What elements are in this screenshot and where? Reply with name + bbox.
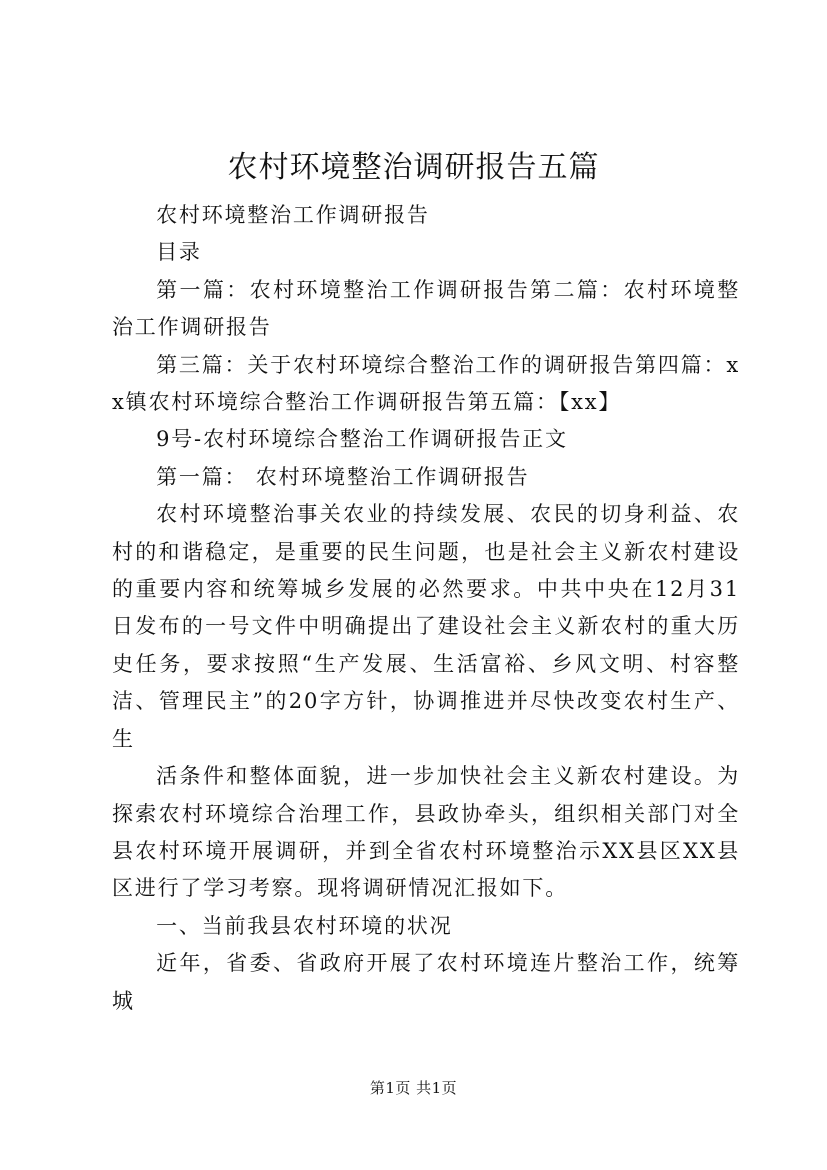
paragraph-body-2: 活条件和整体面貌，进一步加快社会主义新农村建设。为探索农村环境综合治理工作，县政协牵头，组织相关部门对全县农村环境开展调研，并到全省农村环境整治示XX县区XX县区进行了学习考察。现将调研情况汇报如下。	[112, 764, 740, 901]
paragraph-toc-heading: 目录	[156, 240, 202, 265]
paragraph-section-heading: 第一篇： 农村环境整治工作调研报告	[156, 464, 530, 489]
paragraph-subtitle: 农村环境整治工作调研报告	[156, 203, 430, 227]
paragraph-subheading: 一、当前我县农村环境的状况	[156, 913, 453, 938]
paragraph-body-1: 农村环境整治事关农业的持续发展、农民的切身利益、农村的和谐稳定，是重要的民生问题，也是社会主义新农村建设的重要内容和统筹城乡发展的必然要求。中共中央在12月31日发布的一号文件中明确提出了建设社会主义新农村的重大历史任务，要求按照“生产发展、生活富裕、乡风文明、村容整洁、管理民主”的20字方针，协调推进并尽快改变农村生产、生	[112, 502, 740, 751]
paragraph-toc-2: 第三篇：关于农村环境综合整治工作的调研报告第四篇：xx镇农村环境综合整治工作调研报告第五篇：【xx】	[112, 352, 740, 415]
paragraph-body-3: 近年，省委、省政府开展了农村环境连片整治工作，统筹城	[112, 951, 740, 1013]
paragraph-toc-1: 第一篇：农村环境整治工作调研报告第二篇：农村环境整治工作调研报告	[112, 277, 740, 340]
paragraph-toc-3: 9号-农村环境综合整治工作调研报告正文	[156, 427, 568, 452]
page-footer: 第1页 共1页	[369, 1079, 458, 1097]
document-title: 农村环境整治调研报告五篇	[227, 150, 600, 185]
document-body	[112, 197, 740, 1020]
